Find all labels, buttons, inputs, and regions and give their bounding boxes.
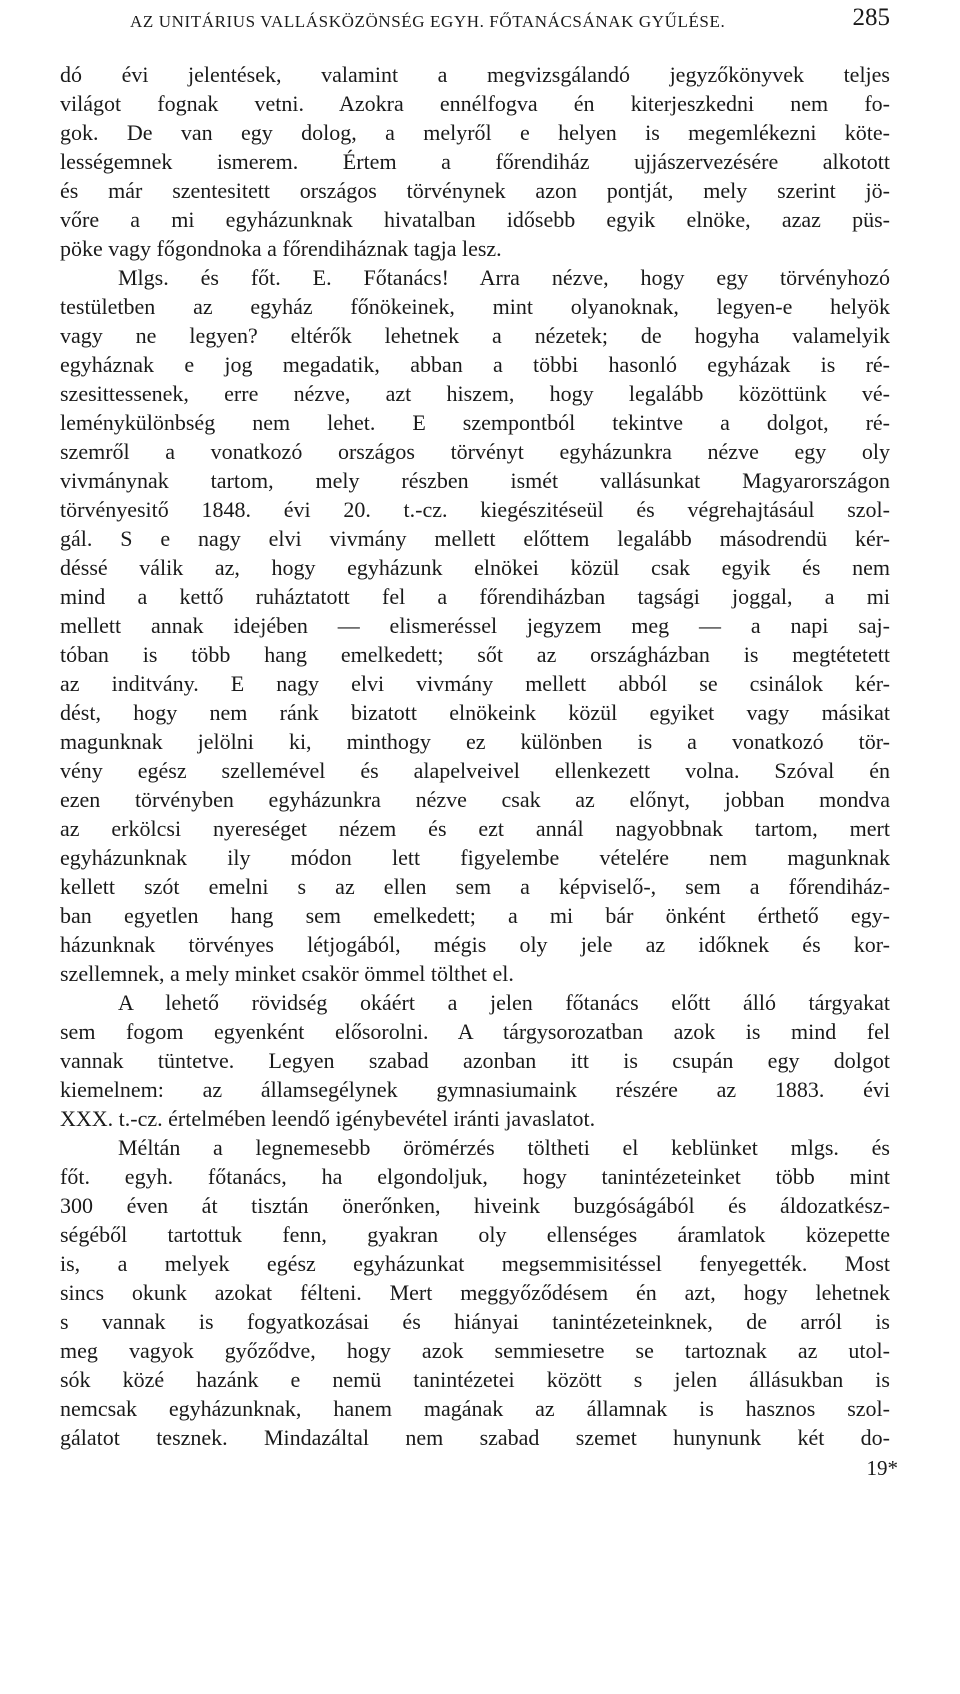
text-line: sók közé hazánk e nemü tanintézetei között s jelen állásukban is (60, 1367, 890, 1392)
text-line: 300 éven át tisztán önerőnken, hiveink buzgóságából és áldozatkész- (60, 1193, 890, 1218)
text-line: házunknak törvényes létjogából, mégis oly jele az időknek és kor- (60, 932, 890, 957)
text-line: gál. S e nagy elvi vivmány mellett előttem legalább másodrendü kér- (60, 526, 890, 551)
text-line: magunknak jelölni ki, minthogy ez különben is a vonatkozó tör- (60, 729, 890, 754)
text-line: vény egész szellemével és alapelveivel ellenkezett volna. Szóval én (60, 758, 890, 783)
text-line: világot fognak vetni. Azokra ennélfogva én kiterjeszkedni nem fo- (60, 91, 890, 116)
text-line: sincs okunk azokat félteni. Mert meggyőződésem én azt, hogy lehetnek (60, 1280, 890, 1305)
text-line: vivmánynak tartom, mely részben ismét vallásunkat Magyarországon (60, 468, 890, 493)
text-line: ban egyetlen hang sem emelkedett; a mi bár önként érthető egy- (60, 903, 890, 928)
signature-mark: 19* (866, 1456, 898, 1480)
body-text (60, 60, 890, 1452)
text-line: az erkölcsi nyereséget nézem és ezt annál nagyobbnak tartom, mert (60, 816, 890, 841)
text-line: szesittessenek, erre nézve, azt hiszem, hogy legalább közöttünk vé- (60, 381, 890, 406)
text-line: kiemelnem: az államsegélynek gymnasiumaink részére az 1883. évi (60, 1077, 890, 1102)
text-line: is, a melyek egész egyházunkat megsemmisitéssel fenyegették. Most (60, 1251, 890, 1276)
text-line: déssé válik az, hogy egyházunk elnökei közül csak egyik és nem (60, 555, 890, 580)
text-line: és már szentesitett országos törvénynek azon pontját, mely szerint jö- (60, 178, 890, 203)
running-header (130, 4, 890, 38)
text-line: nemcsak egyházunknak, hanem magának az államnak is hasznos szol- (60, 1396, 890, 1421)
paragraph-start-line: Méltán a legnemesebb örömérzés töltheti el keblünket mlgs. és (118, 1135, 890, 1160)
text-line: szellemnek, a mely minket csakör ömmel tölthet el. (60, 961, 514, 986)
text-line: sem fogom egyenként elősorolni. A tárgysorozatban azok is mind fel (60, 1019, 890, 1044)
text-line: mellett annak idejében — elismeréssel jegyzem meg — a napi saj- (60, 613, 890, 638)
text-line: törvényesitő 1848. évi 20. t.-cz. kiegészitéseül és végrehajtásául szol- (60, 497, 890, 522)
paragraph-start-line: Mlgs. és főt. E. Főtanács! Arra nézve, hogy egy törvényhozó (118, 265, 890, 290)
text-line: gok. De van egy dolog, a melyről e helyen is megemlékezni köte- (60, 120, 890, 145)
text-line: dó évi jelentések, valamint a megvizsgálandó jegyzőkönyvek teljes (60, 62, 890, 87)
text-line: egyházunknak ily módon lett figyelembe vételére nem magunknak (60, 845, 890, 870)
text-line: az inditvány. E nagy elvi vivmány mellett abból se csinálok kér- (60, 671, 890, 696)
text-line: testületben az egyház főnökeinek, mint olyanoknak, legyen-e helyök (60, 294, 890, 319)
running-header-title: AZ UNITÁRIUS VALLÁSKÖZÖNSÉG EGYH. FŐTANÁCSÁNAK GYŰLÉSE. (130, 12, 726, 31)
text-line: lességemnek ismerem. Értem a főrendiház ujjászervezésére alkotott (60, 149, 890, 174)
text-line: pöke vagy főgondnoka a főrendiháznak tagja lesz. (60, 236, 502, 261)
text-line: mind a kettő ruháztatott fel a főrendiházban tagsági joggal, a mi (60, 584, 890, 609)
text-line: meg vagyok győződve, hogy azok semmiesetre se tartoznak az utol- (60, 1338, 890, 1363)
text-line: gálatot tesznek. Mindazáltal nem szabad szemet hunynunk két do- (60, 1425, 890, 1450)
text-line: vagy ne legyen? eltérők lehetnek a nézetek; de hogyha valamelyik (60, 323, 890, 348)
text-line: vannak tüntetve. Legyen szabad azonban itt is csupán egy dolgot (60, 1048, 890, 1073)
text-line: XXX. t.-cz. értelmében leendő igénybevétel iránti javaslatot. (60, 1106, 596, 1131)
text-line: szemről a vonatkozó országos törvényt egyházunkra nézve egy oly (60, 439, 890, 464)
text-line: főt. egyh. főtanács, ha elgondoljuk, hogy tanintézeteinket több mint (60, 1164, 890, 1189)
text-line: kellett szót emelni s az ellen sem a képviselő-, sem a főrendiház- (60, 874, 890, 899)
paragraph-start-line: A lehető rövidség okáért a jelen főtanács előtt álló tárgyakat (118, 990, 890, 1015)
text-line: leménykülönbség nem lehet. E szempontból tekintve a dolgot, ré- (60, 410, 890, 435)
text-line: ezen törvényben egyházunkra nézve csak az előnyt, jobban mondva (60, 787, 890, 812)
text-line: tóban is több hang emelkedett; sőt az országházban is megtétetett (60, 642, 890, 667)
text-line: dést, hogy nem ránk bizatott elnökeink közül egyiket vagy másikat (60, 700, 890, 725)
text-line: s vannak is fogyatkozásai és hiányai tanintézeteinknek, de arról is (60, 1309, 890, 1334)
text-line: ségéből tartottuk fenn, gyakran oly ellenséges áramlatok közepette (60, 1222, 890, 1247)
text-line: egyháznak e jog megadatik, abban a többi hasonló egyházak is ré- (60, 352, 890, 377)
text-line: vőre a mi egyházunknak hivatalban idősebb egyik elnöke, azaz püs- (60, 207, 890, 232)
page-number: 285 (852, 4, 890, 31)
